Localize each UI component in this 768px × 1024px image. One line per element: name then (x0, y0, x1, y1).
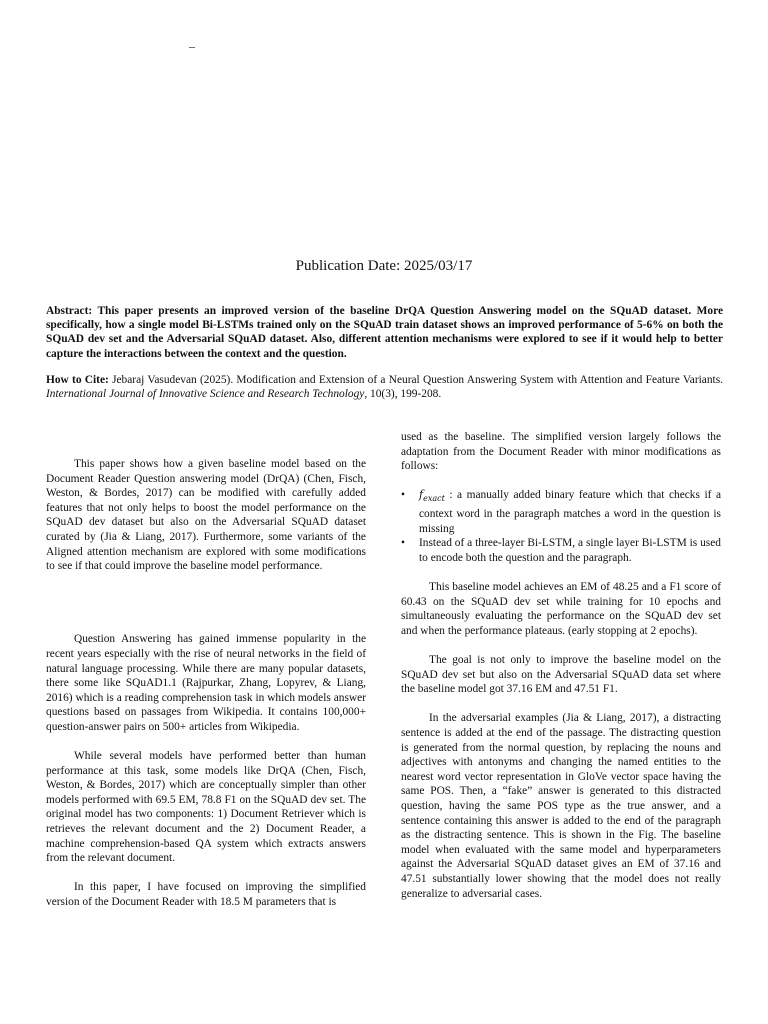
right-paragraph-2: The goal is not only to improve the baseline model on the SQuAD dev set but also on the Adversarial SQuAD data set where the baseline model got 37.16 EM and 47.51 F1. (401, 654, 721, 696)
body-paragraph-2: While several models have performed better than human performance at this task, some models like DrQA (Chen, Fisch, Weston, & Bordes, 2017) which are conceptually simpler than other models performed with 69.5 EM, 78.8 F1 on the SQuAD dev set. The original model has two components: 1) Document Retriever which is retrieves the relevant document and the 2) Document Reader, a machine comprehension-based QA system which extracts answers from the relevant document. (46, 750, 366, 865)
publication-date: Publication Date: 2025/03/17 (295, 258, 473, 274)
citation-authors: Jebaraj Vasudevan (2025). Modification and Extension of a Neural Question Answering System with Attention and Feature Variants. (108, 374, 723, 386)
abstract: Abstract: This paper presents an improved version of the baseline DrQA Question Answering model on the SQuAD dataset. More specifically, how a single model Bi-LSTMs trained only on the SQuAD train dataset shows an improved performance of 5-6% on both the SQuAD dev set and the Adversarial SQuAD dataset. Also, different attention mechanisms were explored to see if it would help to better capture the interactions between the context and the question. (46, 305, 723, 360)
right-column (401, 430, 721, 916)
left-column (46, 457, 366, 924)
citation-label: How to Cite: (46, 374, 109, 386)
feature-symbol: $f_{exact}$ (419, 488, 445, 504)
intro-paragraph: This paper shows how a given baseline model based on the Document Reader Question answering model (DrQA) (Chen, Fisch, Weston, & Bordes, 2017) can be modified with carefully added features that not only helps to boost the model performance on the SQuAD dev dataset but also on the Adversarial SQuAD dataset curated by (Jia & Liang, 2017). Furthermore, some variants of the Aligned attention mechanism are explored with some modifications to see if that could improve the baseline model performance. (46, 458, 366, 573)
citation (46, 373, 723, 401)
list-item-feature (419, 488, 721, 536)
stray-mark: – (189, 39, 195, 53)
citation-rest: , 10(3), 199-208. (364, 388, 442, 401)
body-paragraph-3: In this paper, I have focused on improving the simplified version of the Document Reader with 18.5 M parameters that is (46, 881, 366, 909)
right-paragraph-0: used as the baseline. The simplified version largely follows the adaptation from the Document Reader with minor modifications as follows: (401, 431, 721, 473)
modification-list (401, 488, 721, 565)
list-item-bilstm: • Instead of a three-layer Bi-LSTM, a single layer Bi-LSTM is used to encode both the question and the paragraph. (419, 536, 721, 565)
citation-journal: International Journal of Innovative Science and Research Technology (46, 388, 365, 401)
body-paragraph-1: Question Answering has gained immense popularity in the recent years especially with the rise of neural networks in the field of natural language processing. While there are many popular datasets, there some like SQuAD1.1 (Rajpurkar, Zhang, Lopyrev, & Liang, 2016) which is a reading comprehension task in which models answer questions based on passages from Wikipedia. It contains 100,000+ question-answer pairs on 500+ articles from Wikipedia. (46, 633, 366, 733)
right-paragraph-3: In the adversarial examples (Jia & Liang, 2017), a distracting sentence is added at the end of the passage. The distracting question is generated from the normal question, by replacing the nouns and adjectives with antonyms and changing the named entities to the nearest word vector representation in GloVe vector space having the same POS. Then, a “fake” answer is generated to this distracted question, having the same POS type as the true answer, and a sentence containing this answer is added to the end of the paragraph as the distracting sentence. This is shown in the Fig. The baseline model when evaluated with the same model and hyperparameters against the Adversarial SQuAD dataset gives an EM of 37.16 and 47.51 substantially lower showing that the model does not really generalize to adversarial cases. (401, 712, 721, 900)
list-item-feature-text: : a manually added binary feature which that checks if a context word in the paragraph matches a word in the question is missing (419, 489, 721, 535)
section-gap (46, 588, 366, 632)
right-paragraph-1: This baseline model achieves an EM of 48.25 and a F1 score of 60.43 on the SQuAD dev set while training for 10 epochs and simultaneously evaluating the performance on the SQuAD dev set and when the performance plateaus. (early stopping at 2 epochs). (401, 581, 721, 637)
